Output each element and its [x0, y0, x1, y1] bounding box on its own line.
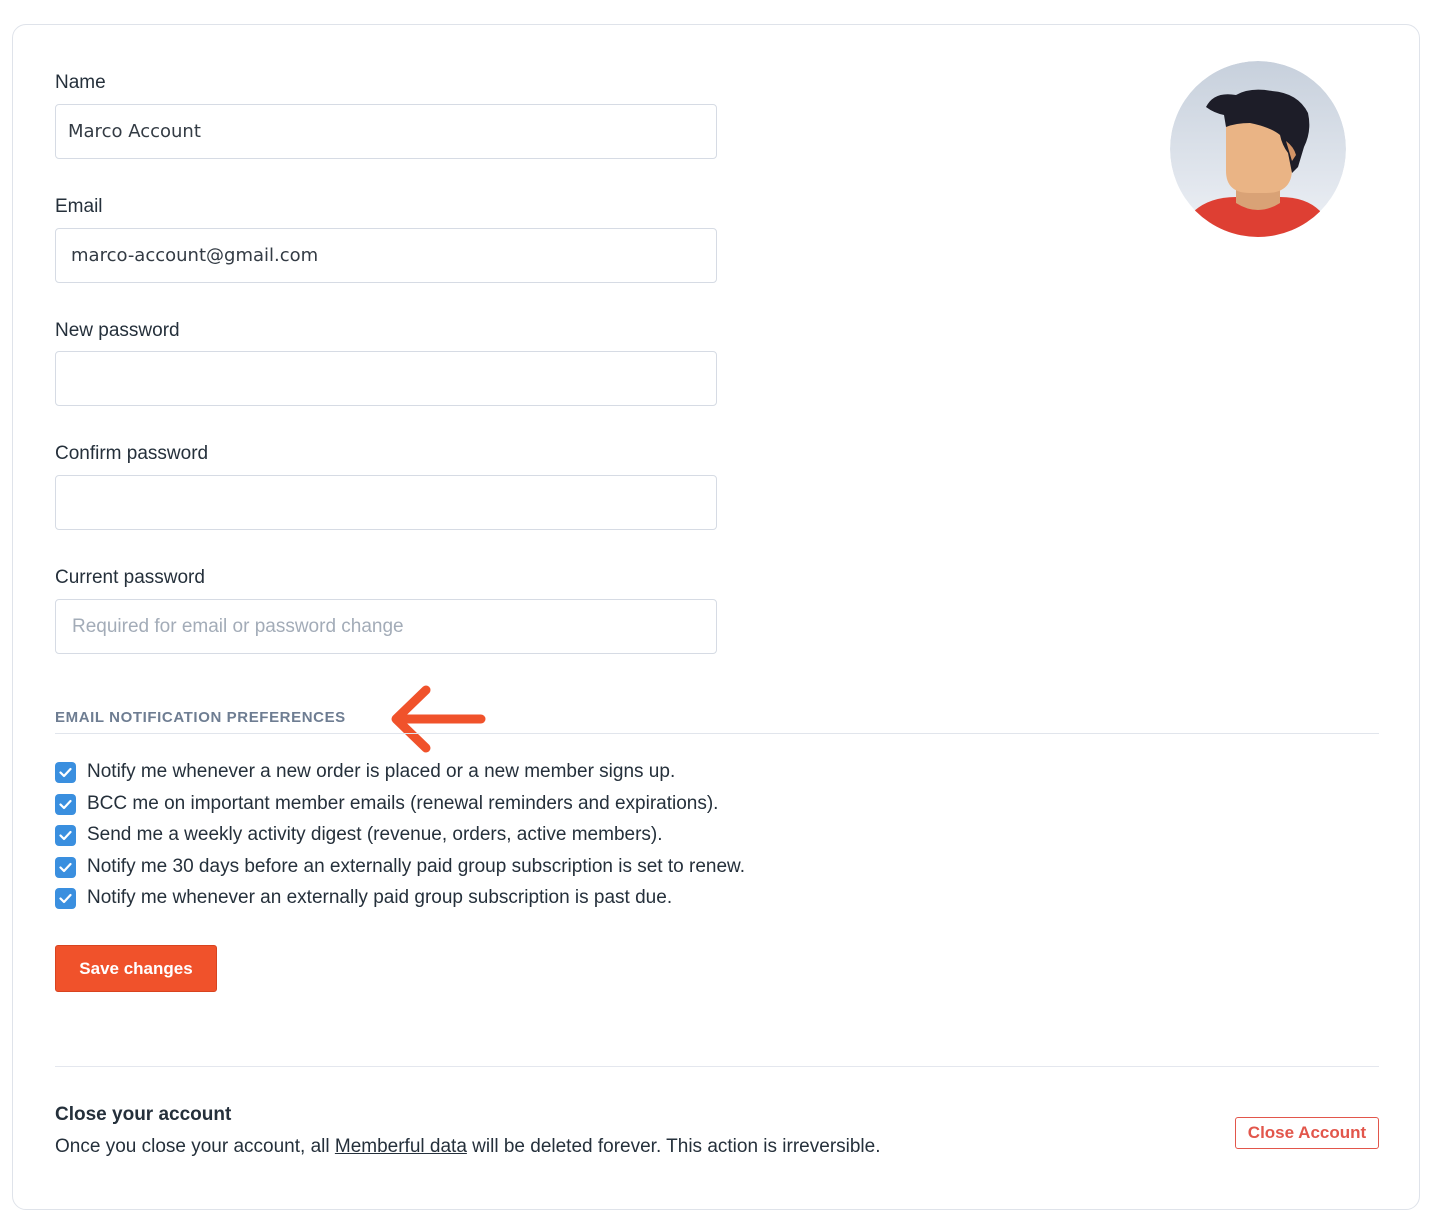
memberful-data-link[interactable]: Memberful data: [334, 1136, 467, 1157]
preference-item[interactable]: [55, 856, 745, 878]
checkmark-icon: [59, 767, 72, 778]
preference-label: Notify me whenever a new order is placed or a new member signs up.: [87, 761, 676, 782]
checkbox-checked[interactable]: [55, 762, 76, 783]
checkmark-icon: [59, 830, 72, 841]
checkbox-checked[interactable]: [55, 794, 76, 815]
name-input[interactable]: [55, 104, 717, 159]
confirm-password-input[interactable]: [55, 475, 717, 530]
avatar[interactable]: [1170, 61, 1346, 237]
checkbox-checked[interactable]: [55, 857, 76, 878]
preference-label: BCC me on important member emails (renewal reminders and expirations).: [87, 793, 719, 814]
preference-item[interactable]: [55, 761, 675, 783]
checkbox-checked[interactable]: [55, 888, 76, 909]
confirm-password-label: Confirm password: [55, 443, 209, 464]
new-password-label: New password: [55, 320, 180, 341]
close-account-desc-start: Once you close your account, all: [55, 1136, 335, 1157]
preference-item[interactable]: [55, 887, 672, 909]
close-account-button[interactable]: Close Account: [1235, 1117, 1379, 1149]
name-label: Name: [55, 72, 106, 93]
preference-label: Send me a weekly activity digest (revenue, orders, active members).: [87, 824, 663, 845]
preference-label: Notify me whenever an externally paid group subscription is past due.: [87, 887, 673, 908]
user-avatar-icon: [1170, 61, 1346, 237]
new-password-input[interactable]: [55, 351, 717, 406]
close-account-desc-end: will be deleted forever. This action is irreversible.: [466, 1136, 881, 1157]
checkmark-icon: [59, 862, 72, 873]
close-account-description: [55, 1136, 881, 1158]
checkmark-icon: [59, 799, 72, 810]
arrow-left-icon: [388, 684, 488, 756]
current-password-input[interactable]: [55, 599, 717, 654]
preference-label: Notify me 30 days before an externally paid group subscription is set to renew.: [87, 856, 745, 877]
email-notification-preferences-heading: EMAIL NOTIFICATION PREFERENCES: [55, 709, 346, 726]
divider: [55, 1066, 1379, 1067]
checkmark-icon: [59, 893, 72, 904]
save-changes-button[interactable]: Save changes: [55, 945, 217, 992]
current-password-label: Current password: [55, 567, 205, 588]
checkbox-checked[interactable]: [55, 825, 76, 846]
preference-item[interactable]: [55, 793, 718, 815]
close-account-title: Close your account: [55, 1104, 232, 1125]
email-label: Email: [55, 196, 103, 217]
email-input[interactable]: [55, 228, 717, 283]
preference-item[interactable]: [55, 824, 663, 846]
section-divider: [55, 733, 1379, 734]
